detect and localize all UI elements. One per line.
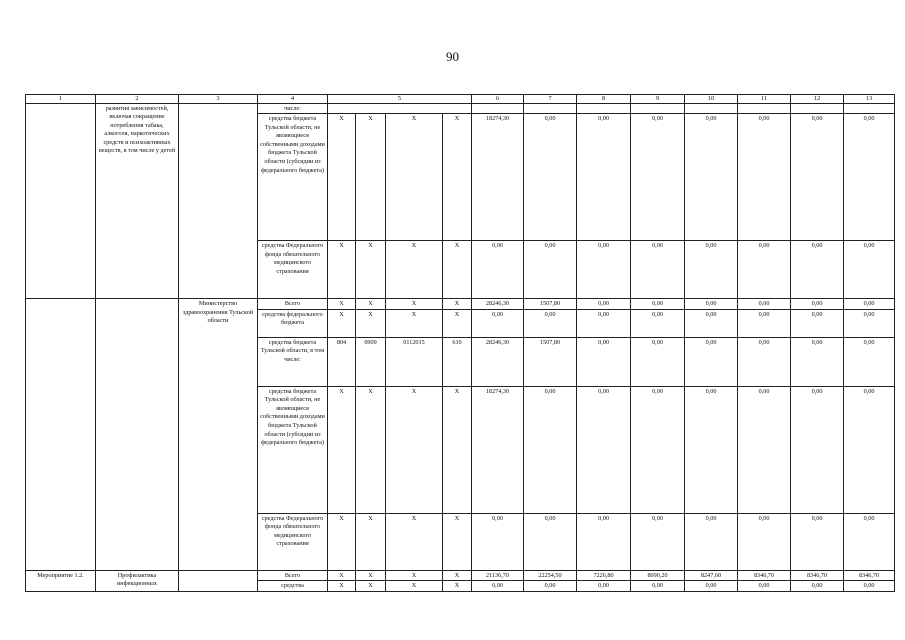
measure-description: Профилактика инфекционных: [96, 570, 179, 591]
value-cell: 0,00: [524, 581, 577, 592]
source-label: средства Федерального фонда обязательного медицинского страхования: [258, 513, 328, 570]
value-cell: 0,00: [524, 309, 577, 337]
source-label: средства бюджета Тульской области, в том числе:: [258, 337, 328, 386]
source-label: Всего: [258, 570, 328, 581]
value-cell: 1507,80: [524, 299, 577, 310]
code-cell: X: [356, 309, 386, 337]
header-cell: 12: [791, 95, 844, 104]
value-cell: 0,00: [844, 241, 895, 299]
value-cell: 7226,80: [577, 570, 631, 581]
header-cell: 2: [96, 95, 179, 104]
value-cell: 0,00: [631, 299, 685, 310]
source-label: средства бюджета Тульской области, не являющиеся собственными доходами бюджета Тульской области (субсидии из федерального бюджета): [258, 114, 328, 241]
code-cell: 610: [443, 337, 472, 386]
header-cell: 1: [26, 95, 96, 104]
code-cell: 804: [328, 337, 356, 386]
code-cell: X: [328, 570, 356, 581]
value-cell: 0,00: [844, 386, 895, 513]
value-cell: 0,00: [844, 309, 895, 337]
value-cell: 8090,20: [631, 570, 685, 581]
value-cell: [631, 103, 685, 114]
table-row: [26, 570, 895, 581]
value-cell: 0,00: [524, 241, 577, 299]
source-label: Всего: [258, 299, 328, 310]
value-cell: 0,00: [844, 581, 895, 592]
code-cell: X: [328, 114, 356, 241]
value-cell: 0,00: [738, 386, 791, 513]
source-label: средства Федерального фонда обязательного медицинского страхования: [258, 241, 328, 299]
code-cell: X: [356, 299, 386, 310]
measure-cell: [26, 103, 96, 299]
value-cell: 0,00: [577, 299, 631, 310]
code-cell: X: [356, 581, 386, 592]
value-cell: 0,00: [472, 241, 524, 299]
source-label: средства бюджета Тульской области, не являющиеся собственными доходами бюджета Тульской области (субсидии из федерального бюджета): [258, 386, 328, 513]
code-cell: X: [443, 513, 472, 570]
code-cell: X: [443, 309, 472, 337]
value-cell: 0,00: [685, 513, 738, 570]
value-cell: 0,00: [631, 114, 685, 241]
value-cell: 0,00: [577, 309, 631, 337]
code-cell: X: [443, 581, 472, 592]
code-cell: X: [386, 241, 443, 299]
value-cell: 0,00: [472, 581, 524, 592]
code-cell: X: [356, 114, 386, 241]
table-row: [26, 299, 895, 310]
measure-cell: [26, 299, 96, 571]
value-cell: 0,00: [631, 581, 685, 592]
code-cell: X: [386, 513, 443, 570]
value-cell: 0,00: [685, 581, 738, 592]
value-cell: 0,00: [472, 309, 524, 337]
value-cell: 0,00: [738, 309, 791, 337]
value-cell: [685, 103, 738, 114]
value-cell: 8346,70: [844, 570, 895, 581]
measure-cell: Мероприятие 1.2.: [26, 570, 96, 591]
header-cell: 9: [631, 95, 685, 104]
value-cell: 18274,30: [472, 386, 524, 513]
code-cell: X: [356, 241, 386, 299]
header-cell: 6: [472, 95, 524, 104]
value-cell: [844, 103, 895, 114]
code-cell: X: [443, 114, 472, 241]
value-cell: 0,00: [791, 513, 844, 570]
value-cell: 0,00: [631, 241, 685, 299]
value-cell: 0,00: [844, 299, 895, 310]
value-cell: 28246,30: [472, 299, 524, 310]
value-cell: 0,00: [738, 114, 791, 241]
value-cell: 0,00: [844, 513, 895, 570]
table-row: [26, 103, 895, 114]
value-cell: 0,00: [524, 386, 577, 513]
code-cell: X: [356, 513, 386, 570]
value-cell: 0,00: [685, 337, 738, 386]
value-cell: [524, 103, 577, 114]
code-cell: X: [443, 241, 472, 299]
budget-table: [25, 94, 895, 592]
value-cell: 0,00: [738, 337, 791, 386]
value-cell: 0,00: [524, 114, 577, 241]
code-cell: X: [443, 386, 472, 513]
value-cell: 0,00: [791, 386, 844, 513]
value-cell: 0,00: [844, 337, 895, 386]
measure-description: [96, 299, 179, 571]
value-cell: 0,00: [738, 241, 791, 299]
value-cell: 0,00: [577, 337, 631, 386]
value-cell: 0,00: [577, 114, 631, 241]
value-cell: 0,00: [631, 337, 685, 386]
value-cell: 0,00: [738, 581, 791, 592]
value-cell: 0,00: [631, 309, 685, 337]
value-cell: 8247,60: [685, 570, 738, 581]
header-cell: 3: [179, 95, 258, 104]
executor-cell: [179, 570, 258, 591]
value-cell: 0,00: [577, 513, 631, 570]
value-cell: [472, 103, 524, 114]
code-cell: X: [443, 570, 472, 581]
code-cell: X: [328, 241, 356, 299]
value-cell: 0,00: [631, 513, 685, 570]
value-cell: 22254,50: [524, 570, 577, 581]
code-cell: X: [386, 114, 443, 241]
code-cell: X: [356, 386, 386, 513]
value-cell: 0,00: [577, 241, 631, 299]
code-cell: 0112015: [386, 337, 443, 386]
executor-cell: Министерство здравоохранения Тульской области: [179, 299, 258, 571]
value-cell: 28246,30: [472, 337, 524, 386]
value-cell: 1507,80: [524, 337, 577, 386]
code-cell: X: [356, 570, 386, 581]
value-cell: 0,00: [524, 513, 577, 570]
code-cell: X: [328, 386, 356, 513]
code-cell: X: [386, 299, 443, 310]
value-cell: 0,00: [577, 386, 631, 513]
header-cell: 4: [258, 95, 328, 104]
executor-cell: [179, 103, 258, 299]
code-cell: X: [386, 570, 443, 581]
source-label: средства: [258, 581, 328, 592]
page-number: 90: [446, 49, 459, 64]
value-cell: 0,00: [631, 386, 685, 513]
value-cell: 8346,70: [791, 570, 844, 581]
code-cell: [328, 103, 472, 114]
value-cell: 0,00: [791, 309, 844, 337]
code-cell: X: [443, 299, 472, 310]
value-cell: 0,00: [791, 114, 844, 241]
source-label: средства федерального бюджета: [258, 309, 328, 337]
header-row: [26, 95, 895, 104]
value-cell: 18274,30: [472, 114, 524, 241]
code-cell: X: [328, 581, 356, 592]
header-cell: 13: [844, 95, 895, 104]
value-cell: 0,00: [685, 299, 738, 310]
header-cell: 5: [328, 95, 472, 104]
value-cell: 0,00: [791, 581, 844, 592]
code-cell: X: [386, 581, 443, 592]
code-cell: X: [328, 513, 356, 570]
value-cell: 0,00: [738, 299, 791, 310]
measure-description: развития зависимостей, включая сокращение потребления табака, алкоголя, наркотических средств и психоактивных веществ, в том числе у детей: [96, 103, 179, 299]
value-cell: 0,00: [685, 114, 738, 241]
value-cell: [738, 103, 791, 114]
code-cell: X: [386, 309, 443, 337]
value-cell: 0,00: [685, 309, 738, 337]
value-cell: 21136,70: [472, 570, 524, 581]
source-label: числе:: [258, 103, 328, 114]
code-cell: X: [386, 386, 443, 513]
value-cell: 0,00: [685, 241, 738, 299]
code-cell: 0909: [356, 337, 386, 386]
header-cell: 8: [577, 95, 631, 104]
value-cell: 0,00: [738, 513, 791, 570]
value-cell: 0,00: [844, 114, 895, 241]
value-cell: [791, 103, 844, 114]
value-cell: 0,00: [791, 299, 844, 310]
header-cell: 10: [685, 95, 738, 104]
header-cell: 11: [738, 95, 791, 104]
value-cell: 0,00: [472, 513, 524, 570]
value-cell: 8346,70: [738, 570, 791, 581]
header-cell: 7: [524, 95, 577, 104]
value-cell: [577, 103, 631, 114]
code-cell: X: [328, 299, 356, 310]
value-cell: 0,00: [791, 241, 844, 299]
value-cell: 0,00: [685, 386, 738, 513]
value-cell: 0,00: [791, 337, 844, 386]
value-cell: 0,00: [577, 581, 631, 592]
code-cell: X: [328, 309, 356, 337]
